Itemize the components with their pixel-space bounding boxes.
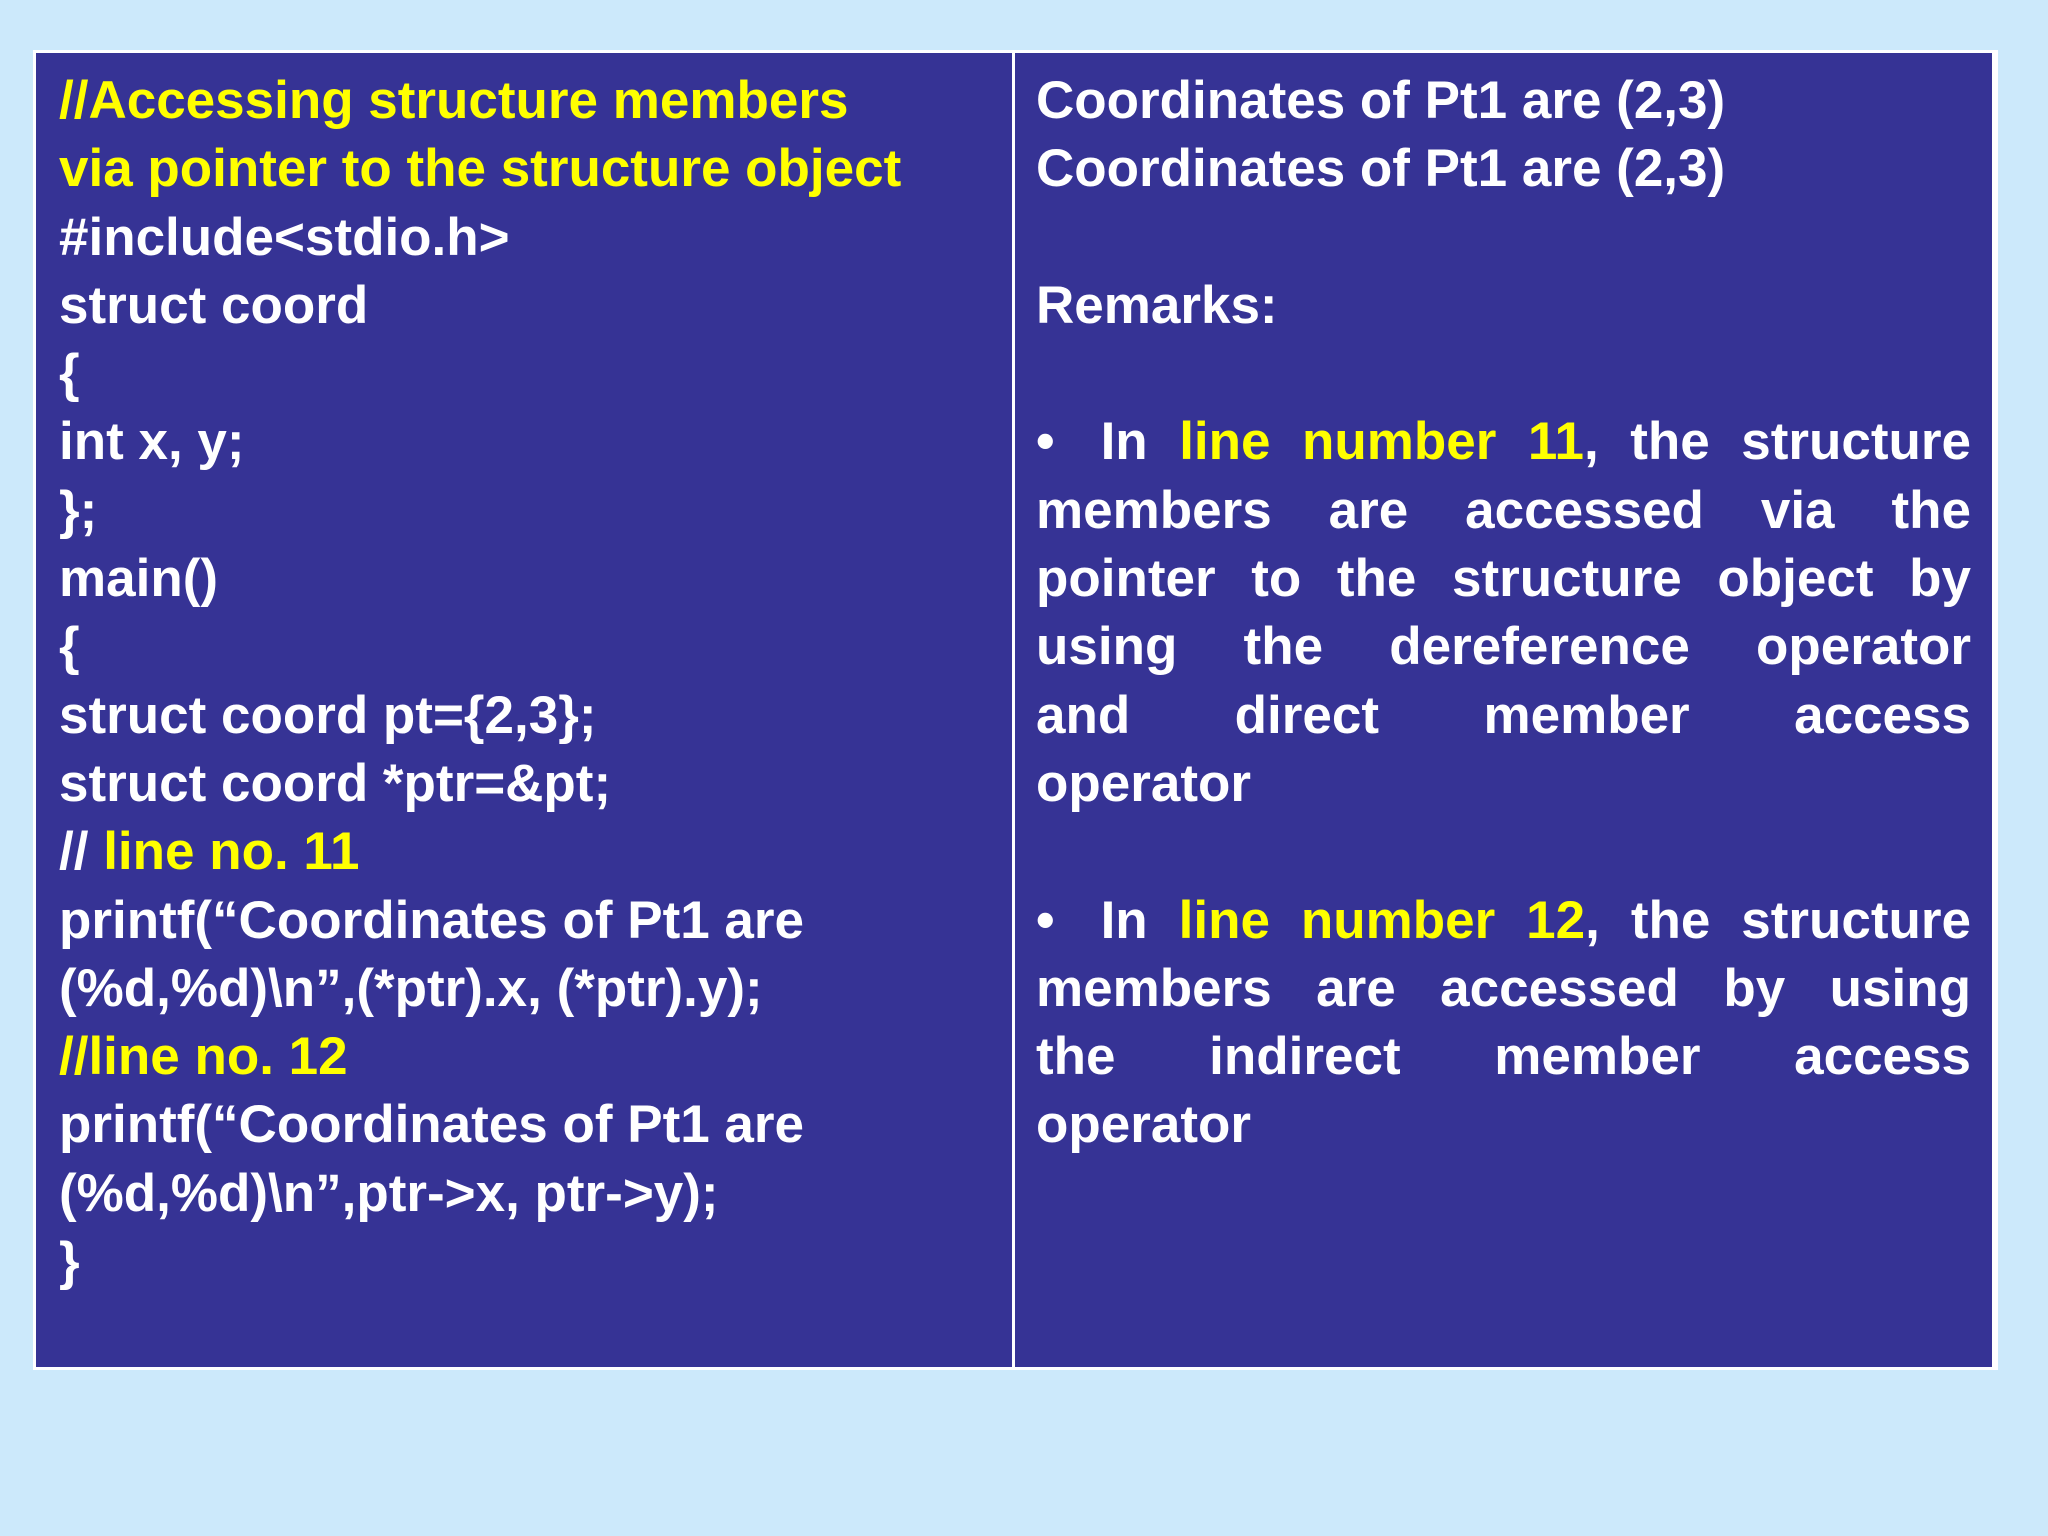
code-open-brace: { (59, 344, 80, 404)
remarks-heading: Remarks: (1036, 275, 1278, 335)
code-comment-title-line-2: via pointer to the structure object (59, 139, 902, 199)
bullet-icon: • (1036, 412, 1055, 472)
code-printf1-line-2: (%d,%d)\n”,(*ptr).x, (*ptr).y); (59, 958, 763, 1018)
code-close-struct: }; (59, 480, 98, 540)
content-table (33, 50, 1998, 1370)
code-members: int x, y; (59, 412, 245, 472)
spacer (1036, 818, 1971, 886)
remark-1-line-4: using the dereference operator (1036, 617, 1971, 677)
remark-1-line-2: members are accessed via the (1036, 480, 1971, 540)
code-init-ptr: struct coord *ptr=&pt; (59, 753, 612, 813)
remark-2-line-1 (1036, 887, 1971, 955)
code-comment-line-11 (59, 818, 992, 886)
remark-2-rest: , the structure (1585, 890, 1971, 950)
remark-bullet-2 (1036, 887, 1971, 1160)
comment-slashes: // (59, 1027, 89, 1087)
remark-1-line-3: pointer to the structure object by (1036, 549, 1971, 609)
comment-text: line no. 12 (88, 1027, 348, 1087)
code-struct-decl: struct coord (59, 275, 369, 335)
remark-1-rest: , the structure (1583, 412, 1971, 472)
remark-2-line-4: operator (1036, 1095, 1251, 1155)
output-line-1: Coordinates of Pt1 are (2,3) (1036, 71, 1726, 130)
code-main: main() (59, 549, 218, 609)
code-printf2-line-1: printf(“Coordinates of Pt1 are (59, 1095, 805, 1155)
remark-2-pre: In (1100, 890, 1179, 950)
comment-text: line no. 11 (103, 822, 360, 882)
code-printf2-line-2: (%d,%d)\n”,ptr->x, ptr->y); (59, 1163, 719, 1223)
code-include: #include<stdio.h> (59, 207, 510, 267)
code-comment-title-line-1: //Accessing structure members (59, 71, 849, 130)
remark-2-line-2: members are accessed by using (1036, 958, 1971, 1018)
code-cell (36, 53, 1012, 1367)
remark-1-line-1 (1036, 408, 1971, 476)
code-comment-line-12 (59, 1023, 992, 1091)
output-remarks-cell (1015, 53, 1992, 1367)
bullet-icon: • (1036, 890, 1055, 950)
remark-1-pre: In (1100, 412, 1180, 472)
remark-1-line-6: operator (1036, 753, 1251, 813)
code-init-pt: struct coord pt={2,3}; (59, 685, 597, 745)
code-open-brace-main: { (59, 617, 80, 677)
remark-2-line-3: the indirect member access (1036, 1027, 1971, 1087)
code-printf1-line-1: printf(“Coordinates of Pt1 are (59, 890, 805, 950)
remark-1-line-5: and direct member access (1036, 685, 1971, 745)
remark-2-highlight: line number 12 (1178, 890, 1586, 950)
spacer (1036, 204, 1971, 272)
spacer (1036, 340, 1971, 408)
remark-1-highlight: line number 11 (1179, 412, 1584, 472)
output-line-2: Coordinates of Pt1 are (2,3) (1036, 139, 1726, 199)
comment-slashes: // (59, 822, 104, 882)
code-close-main: } (59, 1232, 80, 1292)
remark-bullet-1 (1036, 408, 1971, 818)
